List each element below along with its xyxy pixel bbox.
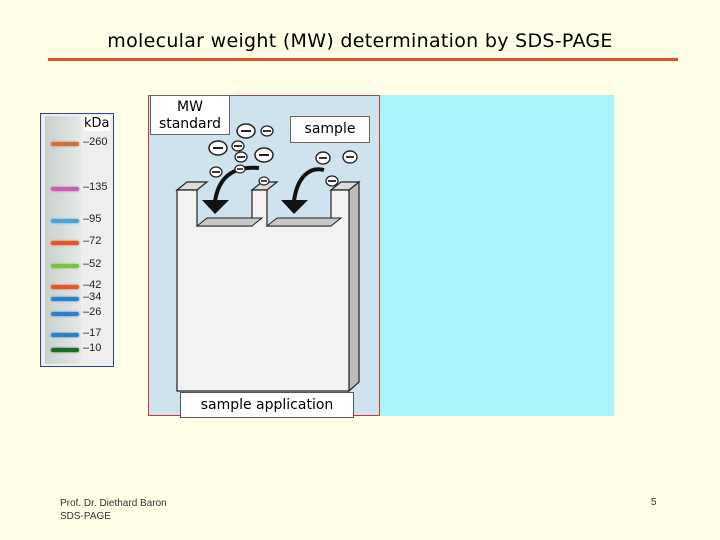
ladder-band [51,241,79,245]
ladder-marker-label: –72 [83,235,102,247]
ladder-band [51,297,79,301]
ladder-lane [45,116,81,364]
minus-charge-icon [326,176,338,186]
footer [60,497,167,523]
minus-charge-icon [232,141,244,151]
minus-charge-icon [235,165,245,173]
ladder-marker-label: –135 [83,181,108,193]
gel-slab-top-left [177,182,207,190]
kda-unit-label: kDa [84,116,110,131]
gel-diagram [149,96,381,417]
ladder-band [51,219,79,223]
ladder-marker-label: –17 [83,327,102,339]
title-divider [48,58,678,61]
minus-charge-icon [255,148,273,162]
ladder-band [51,312,79,316]
ladder-marker-label: –26 [83,306,102,318]
ladder-band [51,333,79,337]
gel-illustration-panel [148,95,380,416]
gel-slab-side [349,182,359,391]
ladder-marker-label: –34 [83,291,102,303]
ladder-band [51,285,79,289]
footer-author: Prof. Dr. Diethard Baron [60,498,167,509]
sample-application-label: sample application [180,392,354,418]
ladder-band [51,348,79,352]
ladder-marker-label: –42 [83,279,102,291]
ladder-band [51,142,79,146]
minus-charge-icon [209,141,227,155]
minus-charge-icon [237,124,255,138]
minus-charge-icon [259,177,269,185]
mw-standard-label: MW standard [150,95,230,135]
slide-title: molecular weight (MW) determination by SDS-PAGE [107,30,613,52]
ladder-band [51,264,79,268]
minus-charge-icon [210,167,222,177]
sample-label: sample [290,116,370,143]
minus-charge-icon [316,152,330,164]
ladder-marker-label: –260 [83,136,108,148]
ladder-band [51,187,79,191]
well-left-floor [197,218,262,226]
well-right-floor [267,218,341,226]
page-number: 5 [651,497,657,508]
curved-arrow-icon [294,169,324,201]
minus-charge-icon [261,126,273,136]
ladder-marker-label: –10 [83,342,102,354]
arrowhead-icon [281,200,308,214]
blank-result-panel [380,95,614,416]
minus-charge-icon [343,151,357,163]
minus-charge-icon [235,152,247,162]
ladder-marker-label: –95 [83,213,102,225]
ladder-marker-label: –52 [83,258,102,270]
protein-ladder [40,113,114,367]
arrowhead-icon [202,200,229,214]
footer-subject: SDS-PAGE [60,511,111,522]
